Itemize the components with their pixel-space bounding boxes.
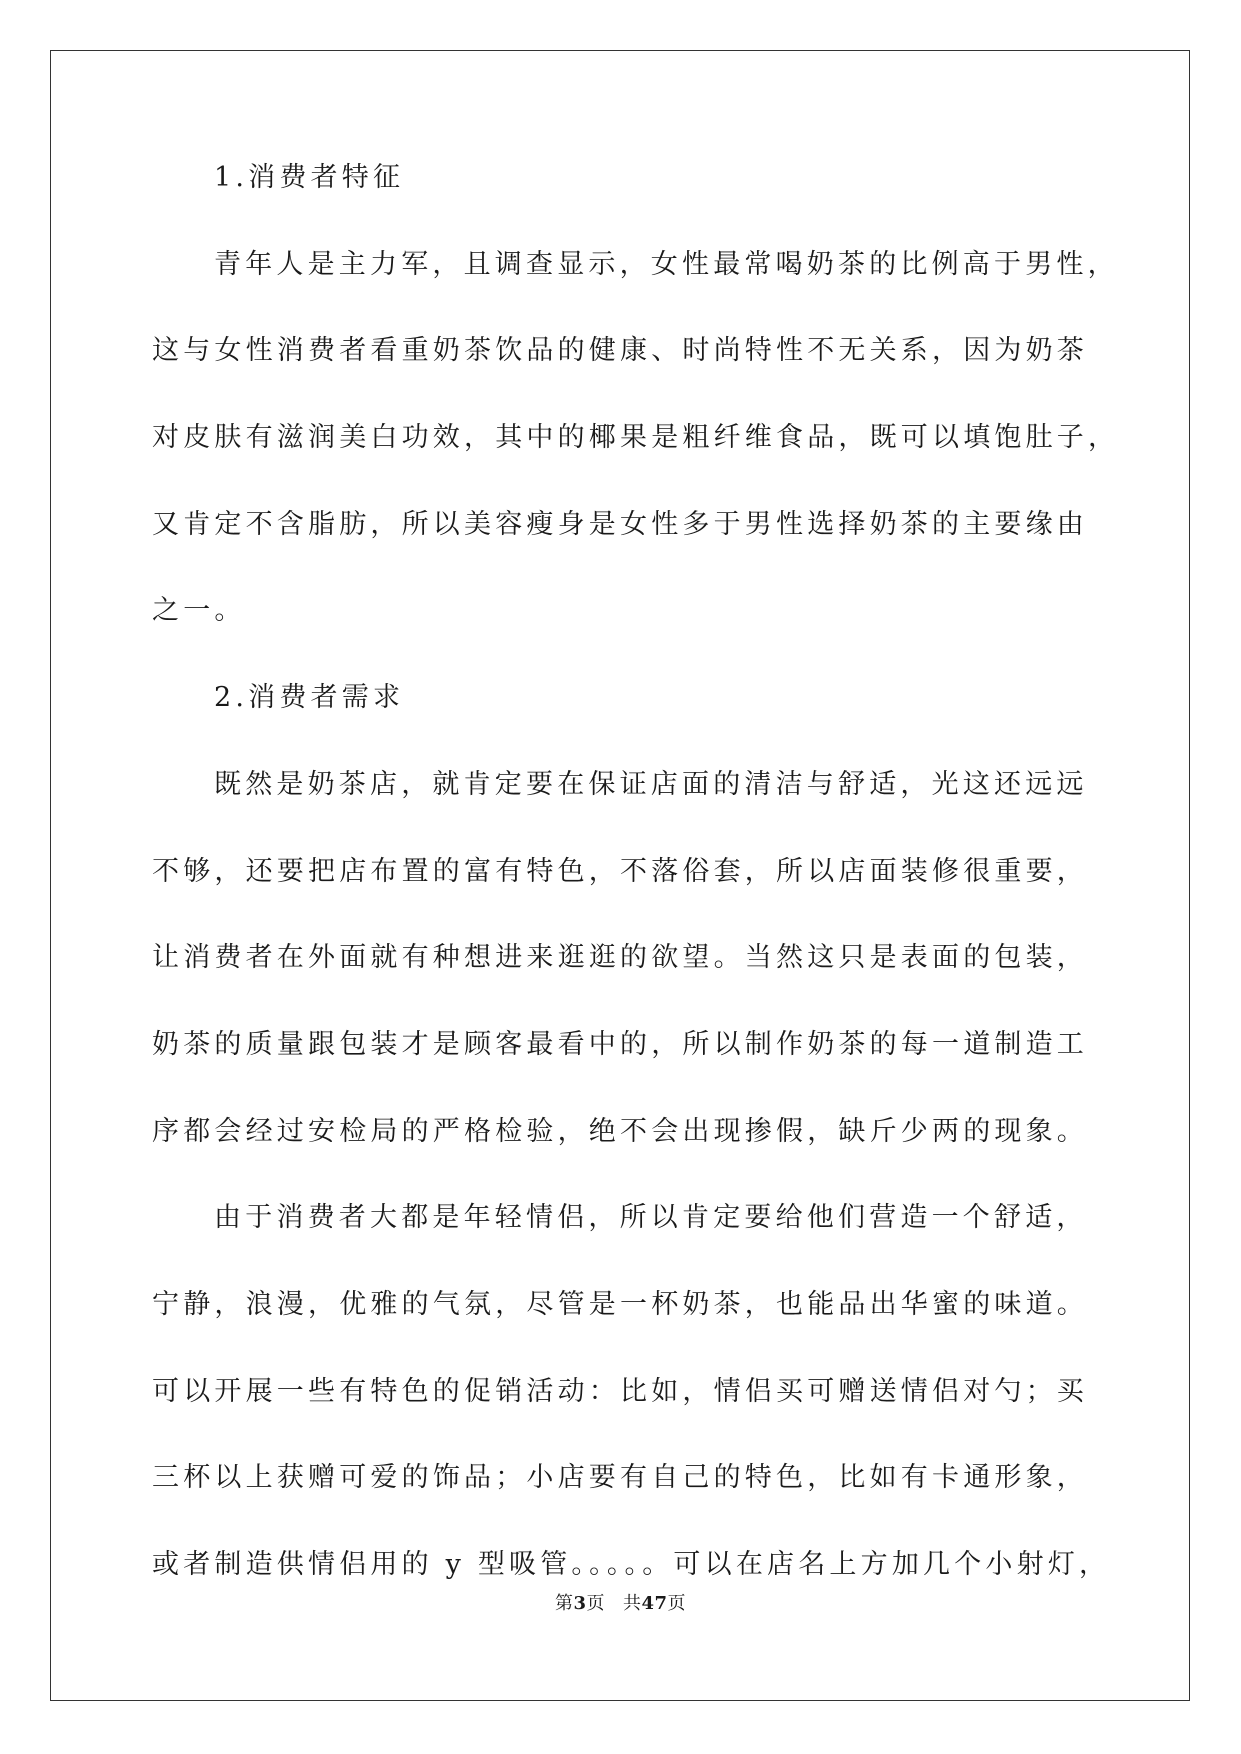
paragraph-line: 对皮肤有滋润美白功效，其中的椰果是粗纤维食品，既可以填饱肚子， bbox=[152, 422, 1120, 454]
paragraph-line: 这与女性消费者看重奶茶饮品的健康、时尚特性不无关系，因为奶茶 bbox=[152, 335, 1088, 367]
section-heading-consumer-features: 1.消费者特征 bbox=[214, 162, 405, 193]
paragraph-line: 既然是奶茶店，就肯定要在保证店面的清洁与舒适，光这还远远 bbox=[214, 768, 1088, 800]
paragraph-line: 由于消费者大都是年轻情侣，所以肯定要给他们营造一个舒适， bbox=[214, 1202, 1088, 1234]
paragraph-line: 宁静，浪漫，优雅的气氛，尽管是一杯奶茶，也能品出华蜜的味道。 bbox=[152, 1288, 1088, 1320]
paragraph-line: 三杯以上获赠可爱的饰品；小店要有自己的特色，比如有卡通形象， bbox=[152, 1462, 1088, 1494]
total-prefix: 共 bbox=[622, 1593, 642, 1614]
paragraph-line: 不够，还要把店布置的富有特色，不落俗套，所以店面装修很重要， bbox=[152, 855, 1088, 887]
page-suffix: 页 bbox=[586, 1593, 605, 1614]
document-body bbox=[152, 162, 1120, 1638]
paragraph-line: 之一。 bbox=[152, 595, 246, 627]
paragraph-line: 奶茶的质量跟包装才是顾客最看中的，所以制作奶茶的每一道制造工 bbox=[152, 1028, 1088, 1060]
page-number: 3 bbox=[573, 1593, 587, 1614]
paragraph-line: 可以开展一些有特色的促销活动：比如，情侣买可赠送情侣对勺；买 bbox=[152, 1375, 1088, 1407]
section-heading-consumer-needs: 2.消费者需求 bbox=[214, 682, 405, 714]
page-prefix: 第 bbox=[554, 1593, 574, 1614]
total-suffix: 页 bbox=[667, 1593, 687, 1614]
paragraph-line: 又肯定不含脂肪，所以美容瘦身是女性多于男性选择奶茶的主要缘由 bbox=[152, 508, 1088, 540]
paragraph-line: 或者制造供情侣用的 y 型吸管。。。。。可以在店名上方加几个小射灯， bbox=[152, 1549, 1111, 1580]
page-footer bbox=[0, 1593, 1241, 1615]
paragraph-line: 青年人是主力军，且调查显示，女性最常喝奶茶的比例高于男性， bbox=[214, 248, 1119, 280]
total-pages: 47 bbox=[641, 1593, 668, 1614]
paragraph-line: 序都会经过安检局的严格检验，绝不会出现掺假，缺斤少两的现象。 bbox=[152, 1115, 1088, 1147]
paragraph-line: 让消费者在外面就有种想进来逛逛的欲望。当然这只是表面的包装， bbox=[152, 942, 1088, 974]
